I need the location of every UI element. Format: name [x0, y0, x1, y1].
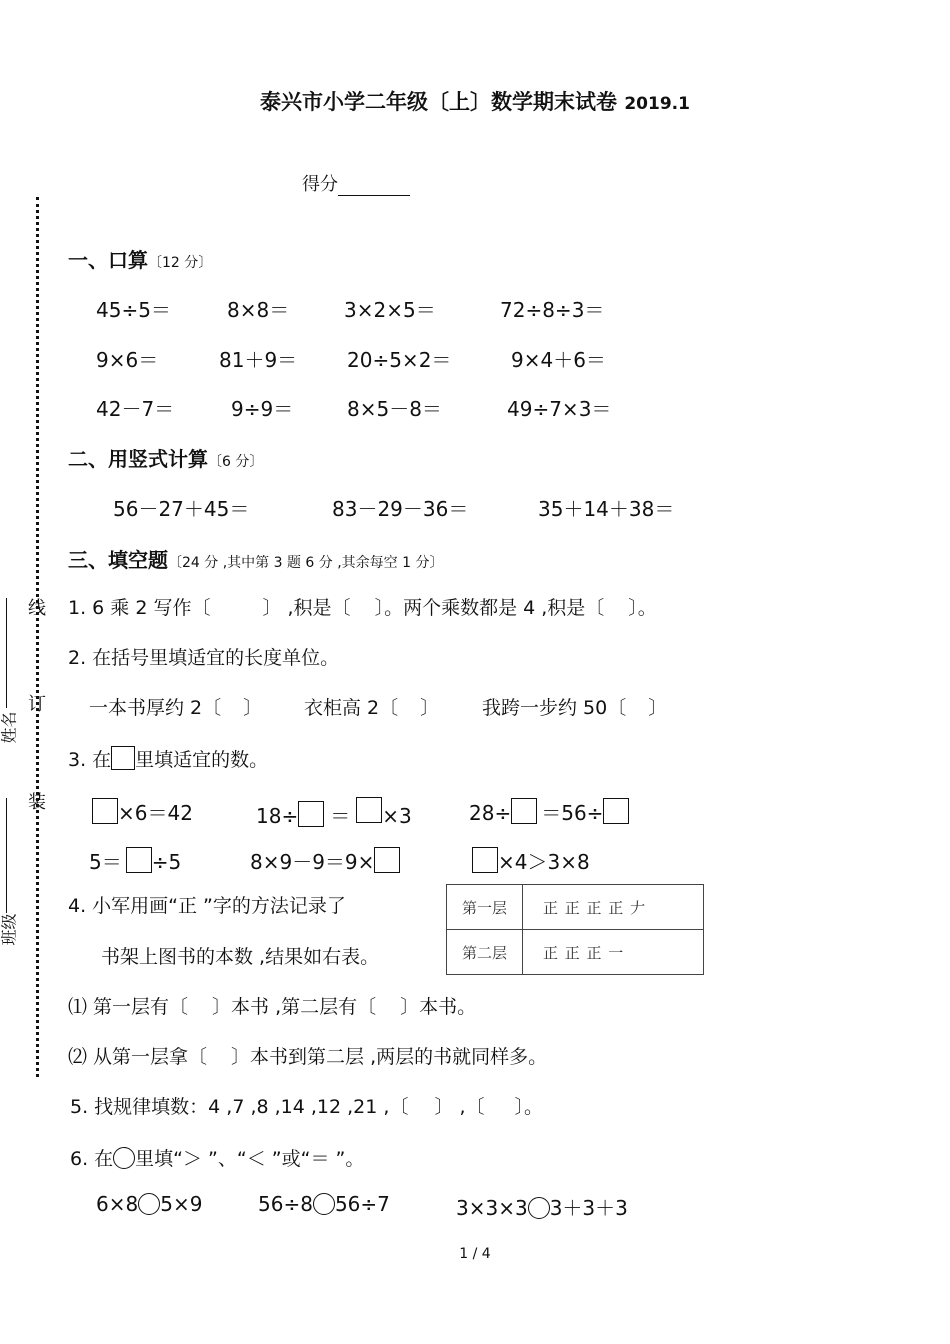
q3-text: 18÷: [256, 804, 299, 828]
q2-item: [304, 693, 439, 720]
calc-item: 45÷5＝: [96, 298, 171, 322]
q2-item: [482, 693, 667, 720]
q4-text: 〕本书到第二层 ,两层的书就同样多。: [231, 1046, 548, 1068]
q4-text: 〕本书。: [400, 996, 477, 1018]
calc-item: 81＋9＝: [219, 348, 298, 372]
section3-title: 三、填空题: [68, 548, 168, 572]
question-4-line2: 书架上图书的本数 ,结果如右表。: [101, 946, 380, 968]
q5-text: 〕。: [514, 1096, 544, 1118]
circle-symbol: [113, 1147, 135, 1169]
compare-left: 6×8: [96, 1192, 139, 1216]
q3-row-2-a: [89, 846, 181, 875]
score-line: [302, 170, 410, 196]
calc-item: 3×2×5＝: [344, 298, 436, 322]
question-1: [68, 593, 657, 620]
title-text: 泰兴市小学二年级〔上〕数学期末试卷: [260, 90, 618, 114]
q1-part: 〕。: [628, 597, 657, 619]
section2-heading: [68, 443, 263, 472]
compare-item: [456, 1192, 628, 1221]
answer-box[interactable]: [374, 847, 400, 873]
question-5: [70, 1092, 543, 1119]
class-blank-line: [6, 798, 7, 913]
q3-text: 28÷: [469, 801, 512, 825]
answer-box[interactable]: [298, 801, 324, 827]
compare-right: 5×9: [160, 1192, 203, 1216]
section2-title: 二、用竖式计算: [68, 447, 208, 471]
q2-item-text: 一本书厚约 2〔: [89, 697, 222, 719]
q3-part: 里填适宜的数。: [135, 749, 269, 771]
compare-right: 56÷7: [334, 1192, 390, 1216]
page-title: [0, 86, 950, 116]
answer-circle[interactable]: [313, 1193, 335, 1215]
calc-item: 49÷7×3＝: [507, 397, 612, 421]
vertical-calc-item: 83－29－36＝: [332, 497, 469, 521]
compare-item: [258, 1192, 390, 1216]
margin-label-name: 姓名: [0, 711, 19, 744]
calc-item: 72÷8÷3＝: [500, 298, 605, 322]
calc-item: 8×8＝: [227, 298, 290, 322]
tally-label: 第一层: [447, 885, 523, 930]
table-row: [447, 930, 704, 975]
question-3: [68, 745, 268, 772]
calc-item: 9÷9＝: [231, 397, 294, 421]
page-number: 1 / 4: [459, 1246, 491, 1262]
q3-row-2-c: [472, 846, 590, 875]
margin-label-class: 班级: [0, 913, 19, 946]
tally-marks: 正 正 正 一: [523, 930, 704, 975]
answer-circle[interactable]: [138, 1193, 160, 1215]
binding-dotted-line: [36, 197, 39, 1077]
answer-box[interactable]: [356, 797, 382, 823]
q2-close: 〕: [420, 697, 440, 719]
compare-left: 56÷8: [258, 1192, 313, 1216]
q1-part: 〕。两个乘数都是 4 ,积是〔: [374, 597, 605, 619]
answer-box[interactable]: [511, 798, 537, 824]
q3-text: ＝: [330, 804, 351, 828]
q3-row-1-a: [92, 797, 193, 826]
q3-text: ＝56÷: [541, 801, 604, 825]
score-blank[interactable]: [338, 177, 410, 196]
q2-close: 〕: [648, 697, 668, 719]
q1-part: 〕 ,积是〔: [262, 597, 351, 619]
calc-item: 42－7＝: [96, 397, 175, 421]
q5-text: 〕 ,〔: [434, 1096, 485, 1118]
question-2: 2. 在括号里填适宜的长度单位。: [68, 647, 340, 669]
table-row: [447, 885, 704, 930]
calc-item: 20÷5×2＝: [347, 348, 452, 372]
q4-text: ⑵ 从第一层拿〔: [68, 1046, 208, 1068]
compare-right: 3＋3＋3: [549, 1196, 628, 1220]
q3-text: ×4＞3×8: [498, 850, 590, 874]
q3-row-1-c: [469, 797, 629, 826]
q3-text: ÷5: [151, 850, 182, 874]
q3-text: 5＝: [89, 850, 122, 874]
vertical-calc-item: 56－27＋45＝: [113, 497, 250, 521]
margin-char-pack: 装: [28, 792, 46, 813]
name-blank-line: [6, 598, 7, 708]
question-4-line1: 4. 小军用画“正 ”字的方法记录了: [68, 895, 346, 917]
q4-text: 〕本书 ,第二层有〔: [212, 996, 377, 1018]
square-box: [111, 746, 135, 770]
answer-box[interactable]: [92, 798, 118, 824]
q4-text: ⑴ 第一层有〔: [68, 996, 189, 1018]
vertical-calc-item: 35＋14＋38＝: [538, 497, 675, 521]
q6-text: 6. 在: [70, 1148, 114, 1170]
tally-marks: 正 正 正 正 𠂇: [523, 885, 704, 930]
q2-item-text: 我跨一步约 50〔: [482, 697, 627, 719]
margin-char-line: 线: [28, 598, 46, 619]
q3-text: ×3: [382, 804, 412, 828]
tally-table: [446, 884, 704, 975]
compare-left: 3×3×3: [456, 1196, 528, 1220]
q4-sub-2: [68, 1042, 547, 1069]
section3-heading: [68, 544, 444, 573]
q2-item: [89, 693, 262, 720]
compare-item: [96, 1192, 202, 1216]
q3-text: ×6＝42: [118, 801, 193, 825]
section3-note: 〔24 分 ,其中第 3 题 6 分 ,其余每空 1 分〕: [168, 555, 444, 571]
q3-text: 8×9－9＝9×: [250, 850, 375, 874]
q5-text: 5. 找规律填数：4 ,7 ,8 ,14 ,12 ,21 ,〔: [70, 1096, 409, 1118]
q3-row-1-b: [256, 797, 412, 829]
section1-heading: [68, 244, 212, 273]
tally-label: 第二层: [447, 930, 523, 975]
section1-title: 一、口算: [68, 248, 148, 272]
answer-box[interactable]: [603, 798, 629, 824]
answer-box[interactable]: [472, 847, 498, 873]
q1-part: 1. 6 乘 2 写作〔: [68, 597, 211, 619]
calc-item: 9×6＝: [96, 348, 159, 372]
answer-box[interactable]: [126, 847, 152, 873]
q4-sub-1: [68, 992, 476, 1019]
calc-item: 8×5－8＝: [347, 397, 442, 421]
score-label: 得分: [302, 174, 338, 195]
question-6: [70, 1144, 364, 1171]
q6-text: 里填“＞ ”、“＜ ”或“＝ ”。: [135, 1148, 365, 1170]
q3-row-2-b: [250, 846, 400, 875]
section1-note: 〔12 分〕: [148, 255, 213, 271]
title-year: 2019.1: [624, 94, 690, 114]
calc-item: 9×4＋6＝: [511, 348, 606, 372]
q3-part: 3. 在: [68, 749, 112, 771]
answer-circle[interactable]: [528, 1197, 550, 1219]
q2-close: 〕: [243, 697, 263, 719]
q2-item-text: 衣柜高 2〔: [304, 697, 399, 719]
margin-char-bind: 订: [28, 694, 46, 715]
section2-note: 〔6 分〕: [208, 454, 264, 470]
